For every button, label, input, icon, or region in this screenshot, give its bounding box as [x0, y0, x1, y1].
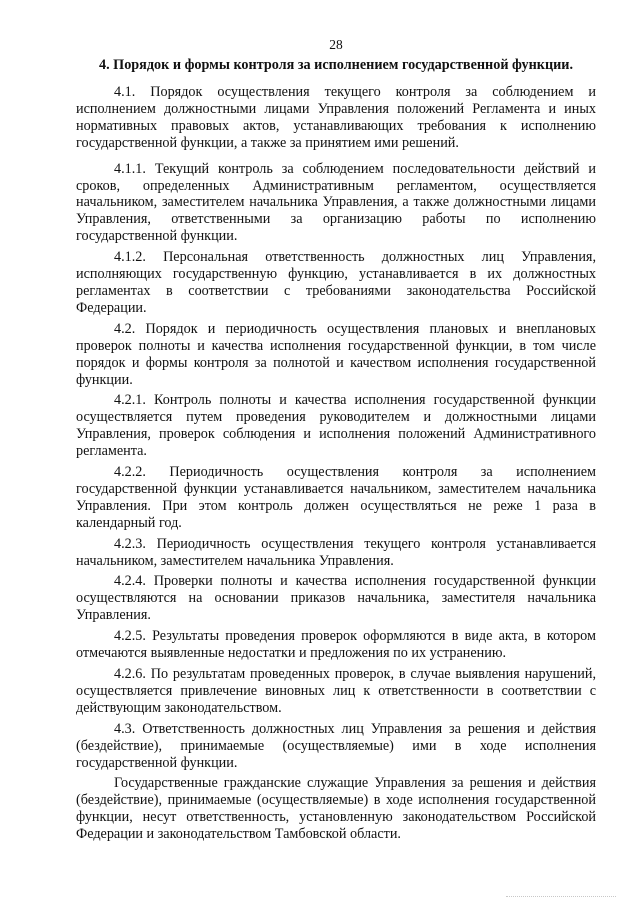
paragraph-4-2-6: 4.2.6. По результатам проведенных проверок, в случае выявления нарушений, осуществляется привлечение виновных лиц к ответственности в соответствии с действующим законодательством.	[76, 666, 596, 716]
paragraph-4-2-4: 4.2.4. Проверки полноты и качества исполнения государственной функции осуществляются на основании приказов начальника, заместителя начальника Управления.	[76, 573, 596, 624]
paragraph-4-1: 4.1. Порядок осуществления текущего контроля за соблюдением и исполнением должностными лицами Управления положений Регламента и иных нормативных правовых актов, устанавливающих требования к исполнению государственной функции, а также за принятием ими решений.	[76, 84, 596, 151]
paragraph-4-2-5: 4.2.5. Результаты проведения проверок оформляются в виде акта, в котором отмечаются выявленные недостатки и предложения по их устранению.	[76, 628, 596, 662]
paragraph-4-2-1: 4.2.1. Контроль полноты и качества исполнения государственной функции осуществляется путем проведения руководителем и должностными лицами Управления, проверок соблюдения и исполнения положений Административного регламента.	[76, 392, 596, 460]
paragraph-4-2: 4.2. Порядок и периодичность осуществления плановых и внеплановых проверок полноты и качества исполнения государственной функции, в том числе порядок и формы контроля за полнотой и качеством исполнения государственной функции.	[76, 320, 596, 388]
page-number: 28	[329, 37, 343, 52]
paragraph-4-1-2: 4.1.2. Персональная ответственность должностных лиц Управления, исполняющих государственную функцию, устанавливается в их должностных регламентах в соответствии с требованиями законодательства Российской Федерации.	[76, 249, 596, 316]
paragraph-civil-servants-responsibility: Государственные гражданские служащие Управления за решения и действия (бездействие), принимаемые (осуществляемые) в ходе исполнения государственной функции, несут ответственность, установленную законодательством Российской Федерации и законодательством Тамбовской области.	[76, 775, 596, 843]
paragraph-4-3: 4.3. Ответственность должностных лиц Управления за решения и действия (бездействие), принимаемые (осуществляемые) ими в ходе исполнения государственной функции.	[76, 720, 596, 771]
section-title: 4. Порядок и формы контроля за исполнением государственной функции.	[98, 57, 574, 73]
paragraph-4-1-1: 4.1.1. Текущий контроль за соблюдением последовательности действий и сроков, определенных Административным регламентом, осуществляется начальником, заместителем начальника Управления, а также должностными лицами Управления, ответственными за организацию работы по исполнению государственной функции.	[76, 160, 596, 245]
document-page	[76, 36, 596, 847]
paragraph-4-2-2: 4.2.2. Периодичность осуществления контроля за исполнением государственной функции устанавливается начальником, заместителем начальника Управления. При этом контроль должен осуществляться не реже 1 раза в календарный год.	[76, 464, 596, 531]
paragraph-4-2-3: 4.2.3. Периодичность осуществления текущего контроля устанавливается начальником, заместителем начальника Управления.	[76, 535, 596, 569]
scan-margin-mark	[506, 896, 616, 899]
